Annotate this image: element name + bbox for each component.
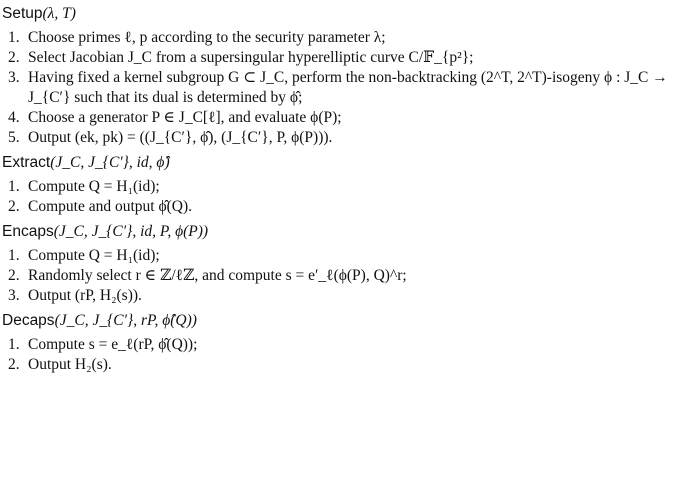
- decaps-steps: [0, 335, 685, 375]
- step-text: Randomly select r ∈ ℤ/ℓℤ, and compute s = e′_ℓ(ϕ(P), Q)^r;: [28, 267, 407, 284]
- extract-section: [0, 153, 685, 217]
- decaps-args: (J_C, J_{C′}, rP, ϕ̂(Q)): [54, 312, 197, 329]
- extract-name: Extract: [2, 154, 51, 171]
- step-number: 3.: [8, 69, 20, 86]
- decaps-section: [0, 311, 685, 375]
- step-number: 2.: [8, 267, 20, 284]
- step-number: 2.: [8, 198, 20, 215]
- step-number: 4.: [8, 109, 20, 126]
- encaps-steps: [0, 246, 685, 306]
- setup-name: Setup: [2, 5, 43, 22]
- list-item: [0, 266, 679, 286]
- step-text: Select Jacobian J_C from a supersingular hyperelliptic curve C/𝔽_{p²};: [28, 49, 474, 66]
- setup-steps: [0, 28, 685, 148]
- list-item: [0, 197, 679, 217]
- decaps-heading: [0, 311, 685, 333]
- step-number: 2.: [8, 49, 20, 66]
- encaps-name: Encaps: [2, 223, 54, 240]
- step-text: Compute Q = H₁(id);: [28, 247, 160, 264]
- extract-steps: [0, 177, 685, 217]
- step-text: Compute Q = H₁(id);: [28, 178, 160, 195]
- step-number: 1.: [8, 336, 20, 353]
- list-item: [0, 246, 679, 266]
- extract-heading: [0, 153, 685, 175]
- list-item: [0, 286, 679, 306]
- step-text: Output H₂(s).: [28, 356, 112, 373]
- step-text: Output (ek, pk) = ((J_{C′}, ϕ̂), (J_{C′}, P, ϕ(P))).: [28, 129, 333, 146]
- list-item: [0, 108, 679, 128]
- step-text: Choose a generator P ∈ J_C[ℓ], and evaluate ϕ(P);: [28, 109, 342, 126]
- step-number: 3.: [8, 287, 20, 304]
- step-number: 1.: [8, 29, 20, 46]
- step-number: 2.: [8, 356, 20, 373]
- list-item: [0, 48, 679, 68]
- step-text: Choose primes ℓ, p according to the security parameter λ;: [28, 29, 386, 46]
- step-text: Having fixed a kernel subgroup G ⊂ J_C, perform the non-backtracking (2^T, 2^T)-isogeny ϕ : J_C → J_{C′} such that its dual is determined by ϕ̂;: [28, 69, 668, 106]
- list-item: [0, 335, 679, 355]
- decaps-name: Decaps: [2, 312, 55, 329]
- setup-section: [0, 4, 685, 148]
- list-item: [0, 128, 679, 148]
- encaps-args: (J_C, J_{C′}, id, P, ϕ(P)): [53, 223, 209, 240]
- step-text: Output (rP, H₂(s)).: [28, 287, 142, 304]
- setup-heading: [0, 4, 685, 26]
- setup-args: (λ, T): [42, 5, 76, 22]
- step-number: 1.: [8, 178, 20, 195]
- list-item: [0, 28, 679, 48]
- encaps-section: [0, 222, 685, 306]
- step-number: 5.: [8, 129, 20, 146]
- step-text: Compute and output ϕ̂(Q).: [28, 198, 192, 215]
- extract-args: (J_C, J_{C′}, id, ϕ̂): [50, 154, 170, 171]
- encaps-heading: [0, 222, 685, 244]
- step-text: Compute s = e_ℓ(rP, ϕ̂(Q));: [28, 336, 198, 353]
- list-item: [0, 355, 679, 375]
- list-item: [0, 177, 679, 197]
- step-number: 1.: [8, 247, 20, 264]
- list-item: [0, 68, 679, 108]
